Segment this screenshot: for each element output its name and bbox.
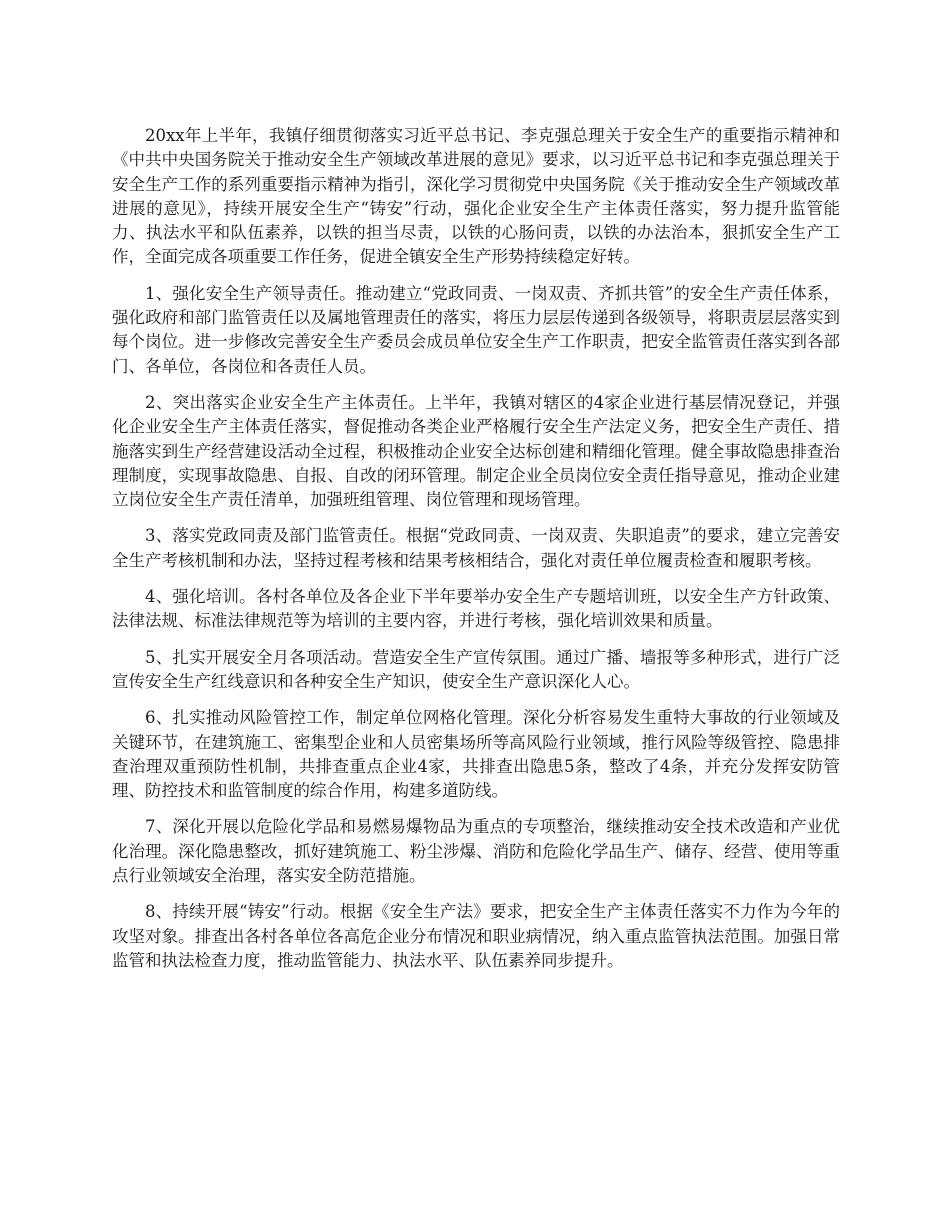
item-8-zhuan-action: 8、持续开展“铸安”行动。根据《安全生产法》要求，把安全生产主体责任落实不力作为今年的攻坚对象。排查出各村各单位各高危企业分布情况和职业病情况，纳入重点监管执法范围。加强日常监管和执法检查力度，推动监管能力、执法水平、队伍素养同步提升。 (112, 902, 840, 970)
item-6-risk-control: 6、扎实推动风险管控工作，制定单位网格化管理。深化分析容易发生重特大事故的行业领域及关键环节，在建筑施工、密集型企业和人员密集场所等高风险行业领域，推行风险等级管控、隐患排查治理双重预防性机制，共排查重点企业4家，共排查出隐患5条，整改了4条，并充分发挥安防管理、防控技术和监管制度的综合作用，构建多道防线。 (112, 708, 840, 801)
item-7-special-rectification: 7、深化开展以危险化学品和易燃易爆物品为重点的专项整治，继续推动安全技术改造和产业优化治理。深化隐患整改，抓好建筑施工、粉尘涉爆、消防和危险化学品生产、储存、经营、使用等重点行业领域安全治理，落实安全防范措施。 (112, 817, 840, 886)
item-3-department-supervision: 3、落实党政同责及部门监管责任。根据“党政同责、一岗双责、失职追责”的要求，建立完善安全生产考核机制和办法，坚持过程考核和结果考核相结合，强化对责任单位履责检查和履职考核。 (112, 526, 840, 570)
intro-paragraph: 20xx年上半年，我镇仔细贯彻落实习近平总书记、李克强总理关于安全生产的重要指示精神和《中共中央国务院关于推动安全生产领域改革进展的意见》要求，以习近平总书记和李克强总理关于安全生产工作的系列重要指示精神为指引，深化学习贯彻党中央国务院《关于推动安全生产领域改革进展的意见》，持续开展安全生产“铸安”行动，强化企业安全生产主体责任落实，努力提升监管能力、执法水平和队伍素养，以铁的担当尽责，以铁的心肠问责，以铁的办法治本，狠抓安全生产工作，全面完成各项重要工作任务，促进全镇安全生产形势持续稳定好转。 (112, 126, 840, 267)
item-1-leadership-responsibility: 1、强化安全生产领导责任。推动建立“党政同责、一岗双责、齐抓共管”的安全生产责任体系，强化政府和部门监管责任以及属地管理责任的落实，将压力层层传递到各级领导，将职责层层落实到每个岗位。进一步修改完善安全生产委员会成员单位安全生产工作职责，把安全监管责任落实到各部门、各单位，各岗位和各责任人员。 (112, 283, 840, 376)
item-2-enterprise-responsibility: 2、突出落实企业安全生产主体责任。上半年，我镇对辖区的4家企业进行基层情况登记，并强化企业安全生产主体责任落实，督促推动各类企业严格履行安全生产法定义务，把安全生产责任、措施落实到生产经营建设活动全过程，积极推动企业安全达标创建和精细化管理。健全事故隐患排查治理制度，实现事故隐患、自报、自改的闭环管理。制定企业全员岗位安全责任指导意见，推动企业建立岗位安全生产责任清单，加强班组管理、岗位管理和现场管理。 (112, 392, 840, 510)
document-body (112, 124, 840, 985)
item-5-safety-month: 5、扎实开展安全月各项活动。营造安全生产宣传氛围。通过广播、墙报等多种形式，进行广泛宣传安全生产红线意识和各种安全生产知识，使安全生产意识深化人心。 (112, 647, 840, 691)
item-4-training: 4、强化培训。各村各单位及各企业下半年要举办安全生产专题培训班，以安全生产方针政策、法律法规、标准法律规范等为培训的主要内容，并进行考核，强化培训效果和质量。 (112, 587, 840, 631)
